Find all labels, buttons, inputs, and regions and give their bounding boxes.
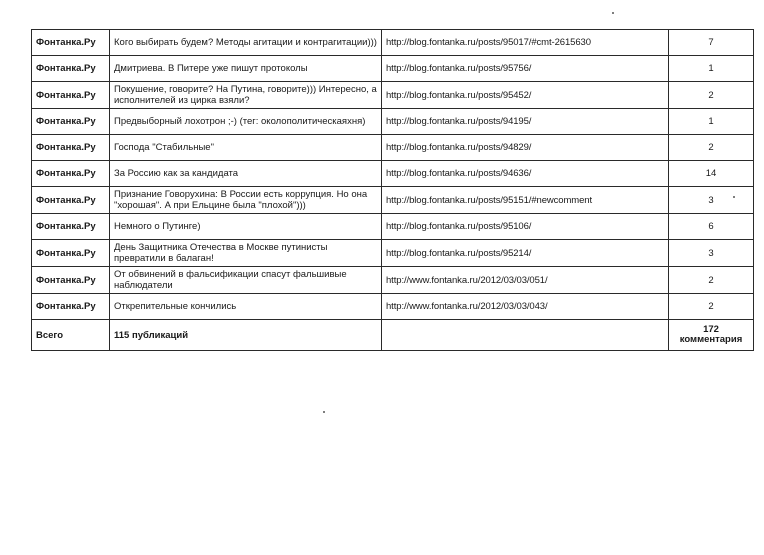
comments-cell: 2 <box>669 135 754 161</box>
comments-cell: 1 <box>669 109 754 135</box>
url-cell: http://blog.fontanka.ru/posts/95017/#cmt-2615630 <box>382 30 669 56</box>
publications-table <box>31 29 754 351</box>
total-comments: 172 комментария <box>669 320 754 351</box>
source-cell: Фонтанка.Ру <box>32 161 110 187</box>
source-cell: Фонтанка.Ру <box>32 267 110 294</box>
title-cell: За Россию как за кандидата <box>110 161 382 187</box>
title-cell: День Защитника Отечества в Москве путинисты превратили в балаган! <box>110 240 382 267</box>
source-cell: Фонтанка.Ру <box>32 56 110 82</box>
scan-speck <box>612 12 614 14</box>
total-url <box>382 320 669 351</box>
table-row <box>32 109 754 135</box>
table-row <box>32 56 754 82</box>
table-row <box>32 267 754 294</box>
source-cell: Фонтанка.Ру <box>32 82 110 109</box>
comments-cell: 14 <box>669 161 754 187</box>
title-cell: Открепительные кончились <box>110 294 382 320</box>
url-cell: http://blog.fontanka.ru/posts/94195/ <box>382 109 669 135</box>
title-cell: Кого выбирать будем? Методы агитации и контрагитации))) <box>110 30 382 56</box>
url-cell: http://blog.fontanka.ru/posts/94829/ <box>382 135 669 161</box>
title-cell: Немного о Путинге) <box>110 214 382 240</box>
table-row <box>32 82 754 109</box>
table-row <box>32 30 754 56</box>
title-cell: Господа "Стабильные" <box>110 135 382 161</box>
source-cell: Фонтанка.Ру <box>32 135 110 161</box>
comments-cell: 7 <box>669 30 754 56</box>
comments-cell: 2 <box>669 82 754 109</box>
source-cell: Фонтанка.Ру <box>32 109 110 135</box>
table-row <box>32 294 754 320</box>
total-publications: 115 публикаций <box>110 320 382 351</box>
url-cell: http://www.fontanka.ru/2012/03/03/043/ <box>382 294 669 320</box>
total-row <box>32 320 754 351</box>
comments-cell: 3 <box>669 240 754 267</box>
table-row <box>32 187 754 214</box>
source-cell: Фонтанка.Ру <box>32 294 110 320</box>
source-cell: Фонтанка.Ру <box>32 30 110 56</box>
total-label: Всего <box>32 320 110 351</box>
table-row <box>32 161 754 187</box>
comments-cell: 2 <box>669 294 754 320</box>
url-cell: http://blog.fontanka.ru/posts/95106/ <box>382 214 669 240</box>
title-cell: Признание Говорухина: В России есть коррупция. Но она "хорошая". А при Ельцине была "плохой"))) <box>110 187 382 214</box>
url-cell: http://blog.fontanka.ru/posts/95214/ <box>382 240 669 267</box>
title-cell: Покушение, говорите? На Путина, говорите))) Интересно, а исполнителей из цирка взяли? <box>110 82 382 109</box>
title-cell: Дмитриева. В Питере уже пишут протоколы <box>110 56 382 82</box>
url-cell: http://www.fontanka.ru/2012/03/03/051/ <box>382 267 669 294</box>
table-row <box>32 135 754 161</box>
source-cell: Фонтанка.Ру <box>32 214 110 240</box>
table-body <box>32 30 754 351</box>
comments-cell: 3 <box>669 187 754 214</box>
url-cell: http://blog.fontanka.ru/posts/95452/ <box>382 82 669 109</box>
url-cell: http://blog.fontanka.ru/posts/94636/ <box>382 161 669 187</box>
source-cell: Фонтанка.Ру <box>32 240 110 267</box>
source-cell: Фонтанка.Ру <box>32 187 110 214</box>
title-cell: Предвыборный лохотрон ;-) (тег: околополитическаяхня) <box>110 109 382 135</box>
comments-cell: 6 <box>669 214 754 240</box>
table-row <box>32 214 754 240</box>
table-row <box>32 240 754 267</box>
comments-cell: 1 <box>669 56 754 82</box>
url-cell: http://blog.fontanka.ru/posts/95756/ <box>382 56 669 82</box>
url-cell: http://blog.fontanka.ru/posts/95151/#newcomment <box>382 187 669 214</box>
title-cell: От обвинений в фальсификации спасут фальшивые наблюдатели <box>110 267 382 294</box>
scan-speck <box>323 411 325 413</box>
comments-cell: 2 <box>669 267 754 294</box>
